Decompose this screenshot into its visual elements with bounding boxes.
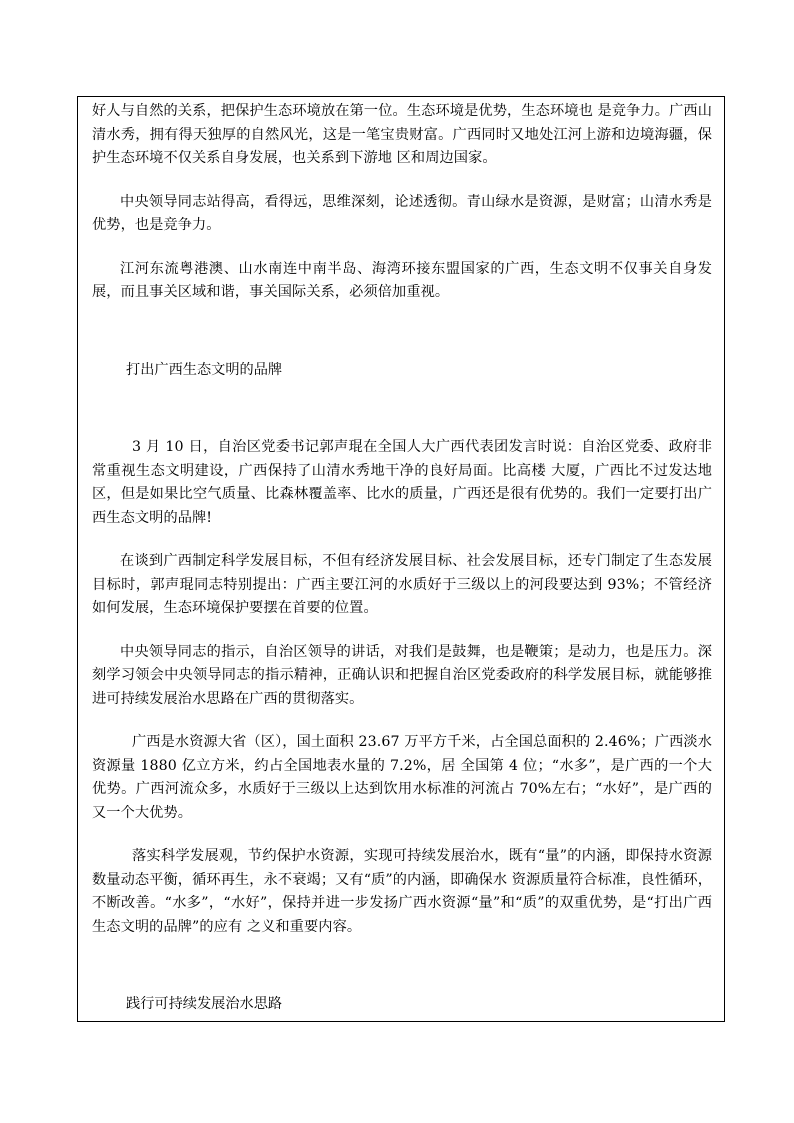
section-heading-practice: 践行可持续发展治水思路 [126, 996, 283, 1012]
paragraph-5: 在谈到广西制定科学发展目标，不但有经济发展目标、社会发展目标，还专门制定了生态发展目标时，郭声琨同志特别提出：广西主要江河的水质好于三级以上的河段要达到 93%；不管经济如何发展，生态环境保护要摆在首要的位置。 [92, 553, 712, 616]
paragraph-1: 好人与自然的关系，把保护生态环境放在第一位。生态环境是优势，生态环境也 是竞争力。广西山清水秀，拥有得天独厚的自然风光，这是一笔宝贵财富。广西同时又地处江河上游和边境海疆，保护生态环境不仅关系自身发展，也关系到下游地 区和周边国家。 [92, 103, 712, 166]
paragraph-6: 中央领导同志的指示，自治区领导的讲话，对我们是鼓舞，也是鞭策；是动力，也是压力。深刻学习领会中央领导同志的指示精神，正确认识和把握自治区党委政府的科学发展目标，就能够推进可持续发展治水思路在广西的贯彻落实。 [92, 643, 712, 707]
paragraph-3: 江河东流粤港澳、山水南连中南半岛、海湾环接东盟国家的广西，生态文明不仅事关自身发展，而且事关区域和谐，事关国际关系，必须倍加重视。 [92, 260, 712, 300]
paragraph-8: 落实科学发展观，节约保护水资源，实现可持续发展治水，既有“量”的内涵，即保持水资源数量动态平衡，循环再生，永不衰竭；又有“质”的内涵，即确保水 资源质量符合标准，良性循环，不断改善。“水多”，“水好”，保持并进一步发扬广西水资源“量”和“质”的双重优势，是“打出广西生态文明的品牌”的应有 之义和重要内容。 [92, 848, 712, 935]
paragraph-7: 广西是水资源大省（区），国土面积 23.67 万平方千米，占全国总面积的 2.46%；广西淡水资源量 1880 亿立方米，约占全国地表水量的 7.2%，居 全国第 4 位；“水多”，是广西的一个大优势。广西河流众多，水质好于三级以上达到饮用水标准的河流占 70%左右；“水好”，是广西的又一个大优势。 [92, 734, 712, 821]
paragraph-4: 3 月 10 日，自治区党委书记郭声琨在全国人大广西代表团发言时说：自治区党委、政府非常重视生态文明建设，广西保持了山清水秀地干净的良好局面。比高楼 大厦，广西比不过发达地区，但是如果比空气质量、比森林覆盖率、比水的质量，广西还是很有优势的。我们一定要打出广西生态文明的品牌! [92, 439, 712, 526]
section-heading-brand: 打出广西生态文明的品牌 [126, 361, 283, 378]
paragraph-2: 中央领导同志站得高，看得远，思维深刻，论述透彻。青山绿水是资源，是财富；山清水秀是优势，也是竞争力。 [92, 193, 712, 233]
document-body [92, 100, 712, 1017]
